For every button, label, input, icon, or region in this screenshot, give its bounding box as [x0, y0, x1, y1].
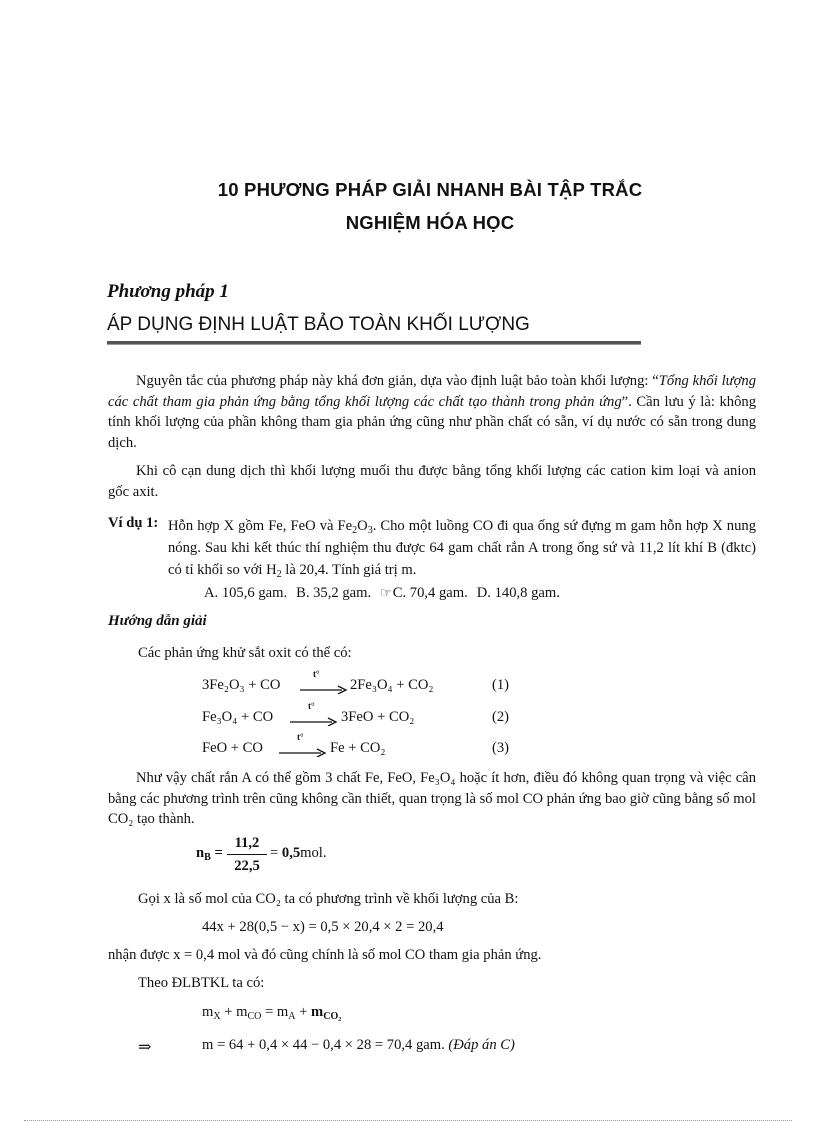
intro-p1-start: Nguyên tắc của phương pháp này khá đơn giản, dựa vào định luật bảo toàn khối lượng: “: [136, 373, 659, 389]
fraction-result: = 0,5mol.: [270, 845, 327, 861]
cons-a: m: [202, 1004, 214, 1020]
example-text-a: Hỗn hợp X gồm Fe, FeO và Fe: [168, 518, 353, 534]
equation-1-number: (1): [492, 677, 510, 693]
example-text-d: là 20,4. Tính giá trị m.: [281, 562, 417, 578]
example-label: Ví dụ 1:: [108, 515, 159, 531]
equation-2-number: (2): [492, 709, 510, 725]
equation-1-left: 3Fe₂O₃ + CO: [202, 677, 281, 693]
fraction-result-value: 0,5: [281, 845, 301, 861]
intro-p1-quote: Tổng khối lượng các chất tham gia phản ứng bằng tổng khối lượng các chất tạo thành trong phản ứng: [108, 373, 757, 410]
example-text-b: O: [357, 518, 368, 534]
fraction-unit: mol.: [300, 845, 327, 861]
solution-paragraph-4: Theo ĐLBTKL ta có:: [138, 975, 265, 991]
cons-g: +: [295, 1004, 312, 1020]
reaction-arrow-icon: [277, 743, 327, 757]
solution-paragraph-1: Như vậy chất rắn A có thể gồm 3 chất Fe, FeO, Fe₃O₄ hoặc ít hơn, điều đó không quan trọng và việc cân bằng các phương trình trên cũng không cần thiết, quan trọng là số mol CO phản ứng bao giờ cũng bằng số mol CO₂ tạo thành.: [108, 770, 756, 828]
solution-intro: Các phản ứng khử sắt oxit có thể có:: [138, 645, 352, 661]
reaction-arrow-icon: [298, 680, 348, 694]
cons-i: CO₂: [323, 1011, 342, 1022]
example-sub-fe2: 2: [352, 525, 358, 536]
answer-choices: [204, 585, 560, 602]
equation-3-right: Fe + CO₂: [330, 740, 386, 756]
implies-icon: ⇒: [138, 1039, 152, 1056]
intro-p1-end: ”. Cần lưu ý là: không tính khối lượng của phần không tham gia phản ứng cũng như phần chất có sẵn, ví dụ nước có sẵn trong dung dịch.: [108, 393, 756, 451]
footer-dotted-rule: [24, 1120, 792, 1121]
equation-3-left: FeO + CO: [202, 740, 263, 756]
choice-a: A. 105,6 gam.: [204, 585, 288, 601]
fraction-denominator: 22,5: [234, 858, 260, 874]
conservation-equation: [202, 1004, 341, 1021]
choice-d: D. 140,8 gam.: [476, 585, 560, 601]
intro-paragraph-1: [108, 371, 756, 453]
mass-equation: 44x + 28(0,5 − x) = 0,5 × 20,4 × 2 = 20,4: [202, 919, 444, 935]
cons-b: X: [213, 1011, 221, 1022]
fraction-var-n: n: [196, 845, 205, 861]
choice-c: [380, 585, 468, 602]
pointing-hand-icon: ☞: [380, 585, 392, 600]
arrow-label-1: t°: [313, 669, 320, 679]
choice-b: B. 35,2 gam.: [296, 585, 372, 601]
equation-3-number: (3): [492, 740, 510, 756]
method-heading: ÁP DỤNG ĐỊNH LUẬT BẢO TOÀN KHỐI LƯỢNG: [107, 314, 530, 335]
arrow-label-2: t°: [308, 701, 315, 711]
equation-2-right: 3FeO + CO₂: [341, 709, 415, 725]
fraction-box: [227, 833, 267, 877]
final-equation-text: m = 64 + 0,4 × 44 − 0,4 × 28 = 70,4 gam.: [202, 1037, 445, 1053]
cons-d: CO: [247, 1011, 262, 1022]
fraction-numerator: 11,2: [227, 833, 267, 855]
cons-h: m: [311, 1004, 324, 1020]
equation-2-left: Fe₃O₄ + CO: [202, 709, 274, 725]
cons-c: + m: [220, 1004, 248, 1020]
example-sub-h2: 2: [276, 569, 282, 580]
example-sub-o3: 3: [367, 525, 373, 536]
solution-paragraph-2: Gọi x là số mol của CO₂ ta có phương trình về khối lượng của B:: [138, 891, 519, 907]
example-text-c: . Cho một luồng CO đi qua ống sứ đựng m gam hỗn hợp X nung nóng. Sau khi kết thúc thí nghiệm thu được 64 gam chất rắn A trong ống sứ và 11,2 lít khí B (đktc) có tỉ khối so với H: [168, 518, 756, 578]
fraction-var-sub: B: [204, 852, 211, 863]
solution-label: Hướng dẫn giải: [108, 613, 207, 629]
arrow-label-3: t°: [297, 732, 304, 742]
final-answer-note: (Đáp án C): [448, 1037, 515, 1053]
page-title: [110, 173, 750, 239]
cons-f: A: [288, 1011, 296, 1022]
heading-underline: [107, 341, 641, 345]
equation-1-right: 2Fe₃O₄ + CO₂: [350, 677, 434, 693]
reaction-arrow-icon: [288, 712, 338, 726]
title-line-1: 10 PHƯƠNG PHÁP GIẢI NHANH BÀI TẬP TRẮC: [217, 179, 643, 200]
example-body: [168, 515, 756, 581]
intro-paragraph-2: Khi cô cạn dung dịch thì khối lượng muối thu được bằng tổng khối lượng các cation kim loại và anion gốc axit.: [108, 463, 756, 500]
method-label: Phương pháp 1: [107, 281, 229, 302]
choice-c-label: C. 70,4 gam.: [392, 585, 468, 601]
final-equation: [202, 1037, 515, 1054]
fraction-variable: $n_B$ =: [196, 845, 223, 863]
title-line-2: NGHIỆM HÓA HỌC: [345, 212, 515, 233]
cons-e: = m: [261, 1004, 289, 1020]
solution-paragraph-3: nhận được x = 0,4 mol và đó cũng chính là số mol CO tham gia phản ứng.: [108, 947, 542, 963]
